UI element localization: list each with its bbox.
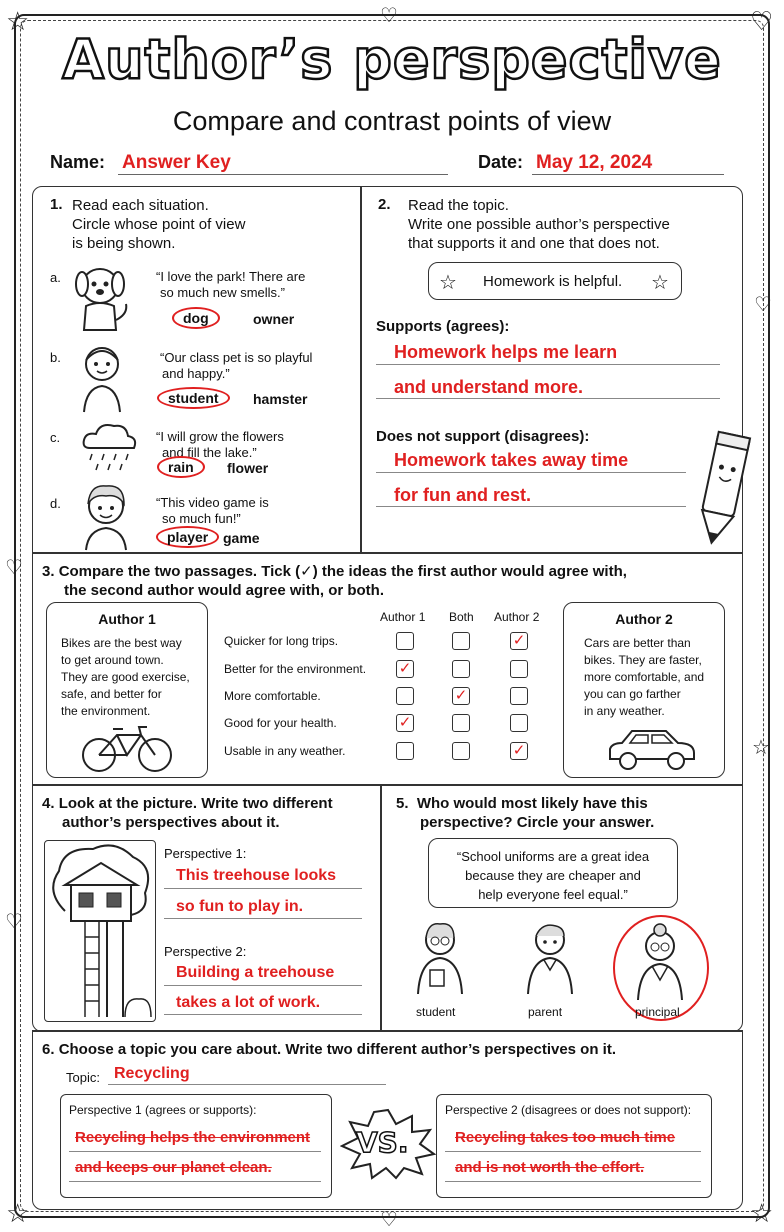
divider bbox=[32, 552, 743, 554]
answer-line bbox=[164, 888, 362, 889]
name-value: Answer Key bbox=[118, 152, 448, 175]
author1-text: Bikes are the best way to get around town. They are good exercise, safe, and better for the environment. bbox=[61, 636, 190, 718]
checkbox-both[interactable]: ✓ bbox=[452, 687, 470, 705]
q1-number: 1. bbox=[50, 196, 63, 213]
checkbox-author1[interactable]: ✓ bbox=[396, 714, 414, 732]
answer-line bbox=[376, 472, 686, 473]
idea-row: More comfortable. bbox=[224, 689, 321, 703]
dog-icon bbox=[68, 256, 134, 336]
star-icon: ☆ bbox=[750, 1198, 774, 1228]
author2-title: Author 2 bbox=[615, 611, 673, 627]
checkbox-author2[interactable]: ✓ bbox=[510, 632, 528, 650]
col-header-author1: Author 1 bbox=[380, 610, 426, 624]
answer-line bbox=[376, 398, 720, 399]
heart-icon: ♡ bbox=[5, 557, 23, 579]
answer-line bbox=[69, 1181, 321, 1182]
idea-row: Usable in any weather. bbox=[224, 744, 346, 758]
q6-p1-line-2: and keeps our planet clean. bbox=[75, 1159, 272, 1176]
idea-row: Quicker for long trips. bbox=[224, 634, 339, 648]
q6-p1-line-1: Recycling helps the environment bbox=[75, 1129, 311, 1146]
heart-icon: ♡ bbox=[380, 5, 398, 27]
supports-line-2: and understand more. bbox=[394, 377, 584, 397]
q3-prompt: 3. Compare the two passages. Tick (✓) the ideas the first author would agree with, the second author would agree with, or both. bbox=[42, 563, 627, 599]
star-icon: ☆ bbox=[6, 6, 30, 36]
q1-quote: “This video game is so much fun!” bbox=[156, 495, 269, 526]
q4-prompt: 4. Look at the picture. Write two different author’s perspectives about it. bbox=[42, 795, 333, 831]
q4-p1-label: Perspective 1: bbox=[164, 846, 247, 861]
idea-row: Good for your health. bbox=[224, 716, 337, 730]
supports-label: Supports (agrees): bbox=[376, 318, 510, 335]
star-icon: ☆ bbox=[6, 1198, 30, 1228]
q1-quote: “I will grow the flowers and fill the lake.” bbox=[156, 429, 284, 460]
author1-title: Author 1 bbox=[98, 611, 156, 627]
answer-line bbox=[164, 985, 362, 986]
q6-p2-label: Perspective 2 (disagrees or does not support): bbox=[445, 1103, 692, 1117]
option-principal[interactable]: principal bbox=[635, 1005, 680, 1019]
student-icon bbox=[412, 916, 468, 996]
supports-line-1: Homework helps me learn bbox=[394, 342, 618, 362]
q4-p1-line-2: so fun to play in. bbox=[176, 898, 304, 915]
q2-prompt: Read the topic. Write one possible author’s perspective that supports it and one that does not. bbox=[408, 197, 670, 252]
author2-passage bbox=[563, 602, 725, 778]
q1-letter: b. bbox=[50, 350, 61, 365]
author2-text: Cars are better than bikes. They are faster, more comfortable, and you can go farther in any weather. bbox=[584, 636, 705, 718]
checkbox-author1[interactable] bbox=[396, 687, 414, 705]
divider bbox=[360, 186, 362, 552]
answer-circle-player[interactable]: player bbox=[156, 526, 219, 548]
treehouse-picture bbox=[44, 840, 156, 1022]
idea-row: Better for the environment. bbox=[224, 662, 367, 676]
option-student[interactable]: student bbox=[416, 1005, 456, 1019]
answer-line bbox=[164, 1014, 362, 1015]
q1-letter: d. bbox=[50, 496, 61, 511]
not-support-line-1: Homework takes away time bbox=[394, 450, 629, 470]
q2-number: 2. bbox=[378, 196, 391, 213]
name-label: Name: bbox=[50, 152, 106, 172]
topic-label: Topic: bbox=[66, 1070, 100, 1085]
heart-icon: ♡ bbox=[750, 6, 774, 36]
answer-line bbox=[445, 1151, 701, 1152]
answer-line bbox=[445, 1181, 701, 1182]
author1-passage bbox=[46, 602, 208, 778]
q6-perspective2-box bbox=[436, 1094, 712, 1198]
q4-p1-line-1: This treehouse looks bbox=[176, 867, 337, 884]
topic-text: Homework is helpful. bbox=[483, 273, 623, 290]
answer-circle-dog[interactable]: dog bbox=[172, 307, 220, 329]
q1-quote: “I love the park! There are so much new smells.” bbox=[156, 269, 306, 300]
option-game[interactable]: game bbox=[223, 530, 260, 546]
checkbox-author2[interactable] bbox=[510, 714, 528, 732]
pencil-icon bbox=[694, 424, 754, 550]
heart-icon: ♡ bbox=[380, 1209, 398, 1231]
answer-line bbox=[69, 1151, 321, 1152]
student-girl-icon bbox=[72, 338, 132, 414]
checkbox-both[interactable] bbox=[452, 632, 470, 650]
q6-perspective1-box bbox=[60, 1094, 332, 1198]
page-title: Author’s perspective bbox=[62, 28, 722, 91]
checkbox-author1[interactable] bbox=[396, 742, 414, 760]
checkbox-author2[interactable] bbox=[510, 660, 528, 678]
col-header-both: Both bbox=[449, 610, 474, 624]
divider bbox=[32, 784, 743, 786]
answer-line bbox=[376, 364, 720, 365]
option-parent[interactable]: parent bbox=[528, 1005, 563, 1019]
treehouse-icon bbox=[45, 841, 155, 1021]
parent-icon bbox=[522, 916, 578, 996]
star-icon: ☆ bbox=[651, 272, 669, 294]
q6-p2-line-2: and is not worth the effort. bbox=[455, 1159, 645, 1176]
q1-letter: c. bbox=[50, 430, 61, 445]
q4-p2-line-2: takes a lot of work. bbox=[176, 994, 321, 1011]
not-support-line-2: for fun and rest. bbox=[394, 485, 532, 505]
checkbox-author2[interactable] bbox=[510, 687, 528, 705]
quote-box bbox=[428, 838, 678, 908]
divider bbox=[380, 784, 382, 1030]
option-owner[interactable]: owner bbox=[253, 311, 295, 327]
topic-value: Recycling bbox=[114, 1065, 190, 1082]
q1-letter: a. bbox=[50, 270, 61, 285]
q6-p1-label: Perspective 1 (agrees or supports): bbox=[69, 1103, 257, 1117]
option-flower[interactable]: flower bbox=[227, 460, 269, 476]
q4-p2-label: Perspective 2: bbox=[164, 944, 247, 959]
q1-quote: “Our class pet is so playful and happy.” bbox=[160, 350, 313, 381]
vs-label: VS. bbox=[356, 1126, 409, 1159]
q6-prompt: 6. Choose a topic you care about. Write two different author’s perspectives on it. bbox=[42, 1041, 617, 1058]
date-label: Date: bbox=[478, 152, 524, 172]
checkbox-both[interactable] bbox=[452, 660, 470, 678]
q1-prompt: Read each situation. Circle whose point of view is being shown. bbox=[72, 197, 246, 252]
col-header-author2: Author 2 bbox=[494, 610, 540, 624]
rain-cloud-icon bbox=[78, 418, 140, 476]
answer-line bbox=[164, 918, 362, 919]
bicycle-icon bbox=[79, 723, 175, 775]
answer-line bbox=[376, 506, 686, 507]
option-hamster[interactable]: hamster bbox=[253, 391, 308, 407]
principal-icon bbox=[632, 922, 688, 1002]
answer-line bbox=[108, 1084, 386, 1085]
checkbox-both[interactable] bbox=[452, 714, 470, 732]
car-icon bbox=[604, 725, 700, 775]
checkbox-author1[interactable]: ✓ bbox=[396, 660, 414, 678]
answer-circle-rain[interactable]: rain bbox=[157, 456, 205, 478]
boy-player-icon bbox=[76, 478, 136, 552]
q6-p2-line-1: Recycling takes too much time bbox=[455, 1129, 676, 1146]
checkbox-author2[interactable]: ✓ bbox=[510, 742, 528, 760]
checkbox-author1[interactable] bbox=[396, 632, 414, 650]
star-icon: ☆ bbox=[752, 737, 770, 759]
q5-quote: “School uniforms are a great idea because they are cheaper and help everyone feel equal.” bbox=[456, 849, 650, 902]
not-support-label: Does not support (disagrees): bbox=[376, 428, 590, 445]
page-subtitle: Compare and contrast points of view bbox=[172, 106, 612, 136]
heart-icon: ♡ bbox=[754, 294, 772, 316]
checkbox-both[interactable] bbox=[452, 742, 470, 760]
star-icon: ☆ bbox=[439, 272, 457, 294]
date-value: May 12, 2024 bbox=[532, 152, 724, 175]
heart-icon: ♡ bbox=[5, 911, 23, 933]
topic-box bbox=[428, 262, 682, 300]
answer-circle-student[interactable]: student bbox=[157, 387, 230, 409]
q5-prompt: 5. Who would most likely have this perspective? Circle your answer. bbox=[396, 795, 655, 831]
q4-p2-line-1: Building a treehouse bbox=[176, 964, 335, 981]
